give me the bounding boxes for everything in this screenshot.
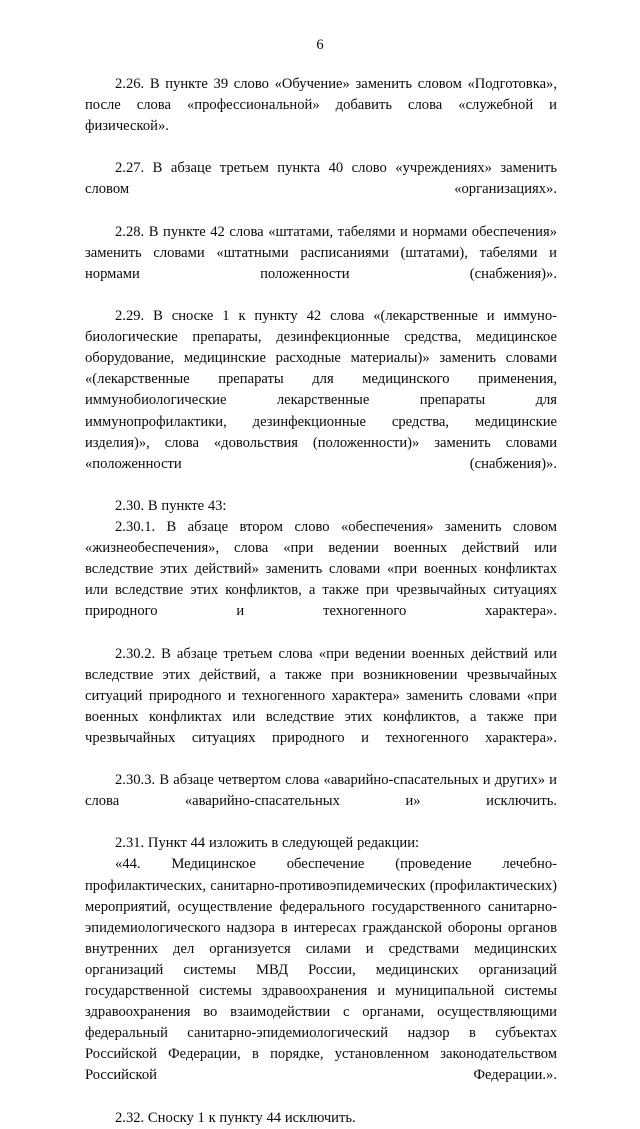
paragraph-2-29: 2.29. В сноске 1 к пункту 42 слова «(лекарственные и иммуно-биологические препараты, дезинфекционные средства, медицинское оборудование, медицинские расходные материалы)» заменить словами «(лекарственные препараты для медицинского применения, иммунобиологические лекарственные препараты для иммунопрофилактики, дезинфекционные средства, медицинские изделия)», слова «довольствия (положенности)» заменить словами «положенности (снабжения)». (85, 308, 557, 472)
paragraph-2-30: 2.30. В пункте 43: (115, 497, 227, 514)
paragraph-2-31: 2.31. Пункт 44 изложить в следующей редакции: (115, 835, 420, 852)
document-body (85, 74, 557, 1129)
paragraph-44-quote: «44. Медицинское обеспечение (проведение лечебно-профилактических, санитарно-противоэпидемических (профилактических) мероприятий, осуществление федерального государственного санитарно-эпидемиологического надзора в интересах гражданской обороны органов внутренних дел организуется силами и средствами медицинских организаций системы МВД России, медицинских организаций государственной системы здравоохранения и муниципальной системы здравоохранения во взаимодействии с органами, осуществляющими федеральный санитарно-эпидемиологический надзор в субъектах Российской Федерации, в порядке, установленном законодательством Российской Федерации.». (85, 856, 557, 1084)
paragraph-2-32: 2.32. Сноску 1 к пункту 44 исключить. (115, 1109, 356, 1126)
paragraph-2-30-1: 2.30.1. В абзаце втором слово «обеспечения» заменить словом «жизнеобеспечения», слова «при ведении военных действий или вследствие этих действий» заменить словами «при военных конфликтах или вследствие этих конфликтов, а также при чрезвычайных ситуациях природного и техногенного характера». (85, 518, 557, 620)
paragraph-2-30-3: 2.30.3. В абзаце четвертом слова «аварийно-спасательных и других» и слова «аварийно-спасательных и» исключить. (85, 772, 557, 810)
paragraph-2-26: 2.26. В пункте 39 слово «Обучение» заменить словом «Подготовка», после слова «профессиональной» добавить слова «служебной и физической». (85, 76, 557, 135)
paragraph-2-27: 2.27. В абзаце третьем пункта 40 слово «учреждениях» заменить словом «организациях». (85, 160, 557, 198)
paragraph-2-28: 2.28. В пункте 42 слова «штатами, табелями и нормами обеспечения» заменить словами «штатными расписаниями (штатами), табелями и нормами положенности (снабжения)». (85, 223, 557, 282)
page-number: 6 (316, 37, 324, 53)
paragraph-2-30-2: 2.30.2. В абзаце третьем слова «при ведении военных действий или вследствие этих действий, а также при возникновении чрезвычайных ситуаций природного и техногенного характера» заменить словами «при военных конфликтах или вследствие этих конфликтов, а также при чрезвычайных ситуациях природного и техногенного характера». (85, 645, 557, 746)
